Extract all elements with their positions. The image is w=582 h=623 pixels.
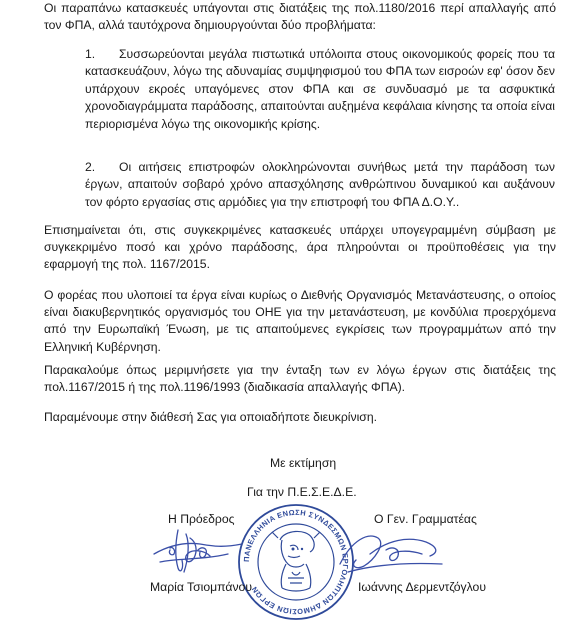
intro-paragraph: Οι παραπάνω κατασκευές υπάγονται στις διατάξεις της πολ.1180/2016 περί απαλλαγής από τον ΦΠΑ, αλλά ταυτόχρονα δημιουργούνται δύο προβλήματα:	[44, 1, 556, 33]
secretary-signature	[330, 520, 450, 584]
problem-text-2: Οι αιτήσεις επιστροφών ολοκληρώνονται συνήθως μετά την παράδοση των έργων, απαιτούν σοβαρό χρόνο απασχόλησης ανθρώπινου δυναμικού και αυξάνουν τον φόρτο εργασίας στις αρμόδιες για την επιστροφή του ΦΠΑ Δ.Ο.Υ..	[85, 160, 555, 209]
stamp-text: ΠΑΝΕΛΛΗΝΙΑ ΕΝΩΣΗ ΣΥΝΔΕΣΜΩΝ ΕΡΓΟΛΗΠΤΩΝ ΔΗΜΟΣΙΩΝ ΕΡΓΩΝ	[241, 507, 351, 617]
president-title: Η Πρόεδρος	[168, 512, 235, 526]
secretary-title: Ο Γεν. Γραμματέας	[374, 512, 477, 526]
problem-text-1: Συσσωρεύονται μεγάλα πιστωτικά υπόλοιπα στους οικονομικούς φορείς που τα κατασκευάζουν, λόγω της αδυναμίας συμψηφισμού του ΦΠΑ των εισροών εφ' όσον δεν υπάρχουν εκροές υπαγόμενες στον ΦΠΑ και σε συνδυασμό με τα ασφυκτικά χρονοδιαγράμματα παράδοσης, απαιτούνται αυξημένα κεφάλαια κίνησης τα οποία είναι περιορισμένα λόγω της οικονομικής κρίσης.	[85, 47, 555, 131]
problem-number-1: 1.	[85, 47, 96, 61]
president-signature	[148, 520, 248, 580]
problem-number-2: 2.	[85, 160, 96, 174]
on-behalf-line: Για την Π.Ε.Σ.Ε.Δ.Ε.	[247, 485, 357, 499]
request-paragraph: Παρακαλούμε όπως μεριμνήσετε για την ένταξη των εν λόγω έργων στις διατάξεις της πολ.1167/2015 ή της πολ.1196/1993 (διαδικασία απαλλαγής ΦΠΑ).	[44, 363, 556, 395]
organization-paragraph: Ο φορέας που υλοποιεί τα έργα είναι κυρίως ο Διεθνής Οργανισμός Μετανάστευσης, ο οποίος είναι διακυβερνητικός οργανισμός του ΟΗΕ για την μετανάστευση, με κονδύλια προερχόμενα από την Ευρωπαϊκή Ένωση, με τις απαιτούμενες εγκρίσεις των προγραμμάτων από την Ελληνική Κυβέρνηση.	[44, 288, 556, 354]
problem-item-1	[85, 46, 555, 133]
regards-line: Με εκτίμηση	[270, 456, 337, 470]
president-name: Μαρία Τσιομπάνου	[150, 580, 253, 594]
contract-paragraph: Επισημαίνεται ότι, στις συγκεκριμένες κατασκευές υπάρχει υπογεγραμμένη σύμβαση με συγκεκριμένο ποσό και χρόνο παράδοσης, άρα πληρούνται οι προϋποθέσεις για την εφαρμογή της πολ. 1167/2015.	[44, 223, 556, 272]
closing-paragraph: Παραμένουμε στην διάθεσή Σας για οποιαδήποτε διευκρίνιση.	[44, 410, 377, 424]
problem-item-2	[85, 159, 555, 211]
secretary-name: Ιωάννης Δερμεντζόγλου	[358, 580, 486, 594]
stamp-emblem	[272, 531, 320, 591]
